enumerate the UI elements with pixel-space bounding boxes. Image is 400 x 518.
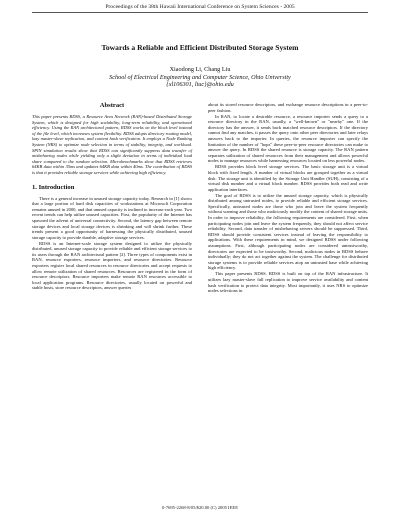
abstract-heading: Abstract bbox=[99, 102, 125, 109]
paragraph: In RAN, to locate a desirable resource, a resource importer sends a query to a resource directory in the RAN, usually, a "well-known" or "nearby" one. If the directory has the answer, it sends back matched resource descriptors. If the directory cannot find any matches, it passes the query onto other peer directories and later relays answers back to the importer. In queries, the resource importer can specify the limitation of the number of "hops" these peer-to-peer resource directories can make to answer the query. In RDSS the shared resource is storage capacity. The RAN pattern separates utilization of shared resources from their management and allows powerful nodes to manage resources while harnessing resources located on less powerful nodes. bbox=[208, 113, 368, 164]
paragraph: about its stored resource descriptors, and exchange resource descriptions in a peer-to-peer fashion. bbox=[208, 102, 368, 113]
author-block bbox=[30, 66, 370, 89]
author-names: Xiaodong Li, Chang Liu bbox=[169, 66, 231, 73]
page-footer: 0-7695-2268-8/05/$20.00 (C) 2005 IEEE bbox=[161, 505, 239, 510]
header-rule bbox=[32, 12, 368, 13]
paper-title: Towards a Reliable and Efficient Distributed Storage System bbox=[101, 43, 299, 52]
author-affiliation: School of Electrical Engineering and Computer Science, Ohio University bbox=[109, 73, 291, 81]
paragraph: RDSS is an Internet-scale storage system designed to utilize the physically distributed, unused storage capacity to provide reliable and efficient storage services to its users through the RAN architectural pattern [2]. Three types of components exist in RAN, resource exporters, resource importers, and resource directories. Resource exporters register local shared resources in resource directories and accept requests to allow remote utilization of shared resources. Resources are registered in the form of resource descriptors. Resource importers make remote RAN resources accessible to local application programs. Resource directories, usually located on powerful and stable hosts, store resource descriptors, answer queries bbox=[32, 240, 192, 291]
paragraph: RDSS provides block level storage services. The basic storage unit is a virtual block with fixed length. A number of virtual blocks are grouped together as a virtual disk. The storage unit is identified by the Storage Unit Handler (SUH), consisting of a virtual disk number and a virtual block number. RDSS provides both read and write application interfaces. bbox=[208, 164, 368, 192]
paragraph: This paper presents RDSS. RDSS is built on top of the RAN infrastructure. It utilizes lazy master-slave full replication to improve service availability and content hash verification to protect data integrity. Most importantly, it uses NRS to optimize nodes selections in bbox=[208, 271, 368, 294]
abstract-text: This paper presents RDSS, a Resource Area Network (RAN)-based Distributed Storage System, which is designed for high scalability, long-term reliability, and operational efficiency. Using the RAN architectural pattern, RDSS works on the block level instead of the file level, which increases system flexibility. RDSS adopts directory routing model, lazy master-slave replication, and content hash verification. It employs a Node Ranking System (NRS) to optimize node selection in terms of stability, integrity, and workload. SPIN simulation results show that RDSS can significantly suppress data transfer of misbehaving nodes while yielding only a slight deviation in terms of individual load share compared to the random selection. Microbenchmarks show that RDSS retrieves 64KB data within 35ms and updates 64KB data within 40ms. The contribution of RDSS is that it provides reliable storage services while achieving high efficiency. bbox=[32, 114, 192, 175]
paragraph: There is a general increase in unused storage capacity today. Research in [1] shows that a large portion of hard disk capacities of workstations at Microsoft Corporation remains unused in 2000, and that unused capacity is inclined to increase each year. Two recent trends can help utilize unused capacities. First, the popularity of the Internet has spawned the advent of universal connectivity. Second, the latency gap between remote storage devices and local storage devices is shrinking and will shrink further. These trends present a good opportunity of harnessing the physically distributed, unused storage capacity to provide durable, adaptive storage services. bbox=[32, 195, 192, 240]
introduction-heading: 1. Introduction bbox=[32, 183, 75, 191]
running-header: Proceedings of the 38th Hawaii International Conference on System Sciences - 2005 bbox=[105, 4, 295, 10]
right-column bbox=[208, 102, 368, 294]
author-emails: {xl106301, liuc}@ohio.edu bbox=[166, 81, 234, 89]
paragraph: The goal of RDSS is to utilize the unused storage capacity, which is physically distributed among untrusted nodes, to provide reliable and efficient storage services. Specifically, untrusted nodes are those who join and leave the system frequently without warning and those who maliciously modify the content of shared storage units. In order to improve reliability, the following requirements are considered. First, when participating nodes join and leave the system frequently, they should not affect service reliability. Second, data transfer of misbehaving servers should be suppressed. Third, RDSS should provide consistent services instead of leaving the responsibility to applications. With these requirements in mind, we designed RDSS under following assumptions. First, although participating nodes are considered untrustworthy, directories are expected to be trustworthy. Second, malicious nodes in RDSS behave individually; they do not act together against the system. The challenge for distributed storage systems is to provide reliable services atop an untrusted base while achieving high efficiency. bbox=[208, 192, 368, 271]
left-column bbox=[32, 102, 192, 291]
